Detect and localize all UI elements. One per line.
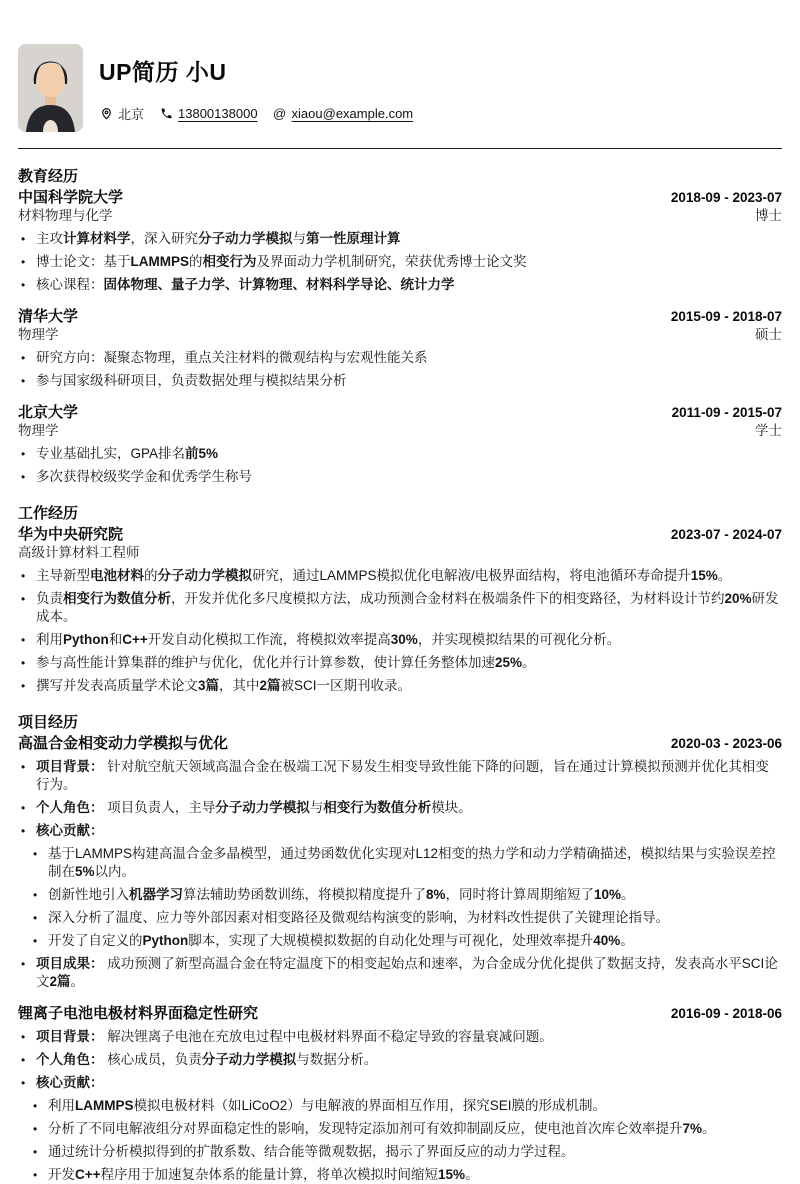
bullet-item xyxy=(18,230,782,248)
bullet-text: 开发了自定义的Python脚本，实现了大规模模拟数据的自动化处理与可视化，处理效率提升40%。 xyxy=(48,933,634,948)
bullet-dot-icon: • xyxy=(21,656,26,670)
phone-icon xyxy=(159,107,173,121)
location-pin-icon xyxy=(99,107,113,121)
bullet-text: 个人角色： 核心成员，负责分子动力学模拟与数据分析。 xyxy=(36,1052,378,1067)
bullet-dot-icon: • xyxy=(21,592,26,606)
bullet-item xyxy=(18,253,782,271)
profile-photo xyxy=(18,44,83,132)
bullet-text: 主攻计算材料学，深入研究分子动力学模拟与第一性原理计算 xyxy=(36,231,401,246)
bullet-text: 负责相变行为数值分析，开发并优化多尺度模拟方法，成功预测合金材料在极端条件下的相变路径，为材料设计节约20%研发成本。 xyxy=(36,591,779,624)
bullet-text: 核心课程：固体物理、量子力学、计算物理、材料科学导论、统计力学 xyxy=(36,277,455,292)
at-icon: @ xyxy=(272,106,287,121)
bullet-text: 核心贡献： xyxy=(36,1075,104,1090)
bullet-dot-icon: • xyxy=(21,1053,26,1067)
resume-entry xyxy=(18,403,782,486)
sub-bullet-wrap xyxy=(18,840,782,950)
bullet-dot-icon: • xyxy=(21,679,26,693)
sub-bullet-item xyxy=(30,932,782,950)
bullet-text: 项目成果： 成功预测了新型高温合金在特定温度下的相变起始点和速率，为合金成分优化提供了数据支持，发表高水平SCI论文2篇。 xyxy=(36,956,778,989)
entry-degree: 学士 xyxy=(755,423,782,438)
resume-entry xyxy=(18,188,782,294)
bullet-dot-icon: • xyxy=(21,760,26,774)
entry-degree: 博士 xyxy=(755,208,782,223)
entry-date: 2015-09 - 2018-07 xyxy=(670,309,782,324)
bullet-dot-icon: • xyxy=(33,1168,38,1182)
entry-title: 北京大学 xyxy=(18,404,79,421)
bullet-item xyxy=(18,445,782,463)
bullet-dot-icon: • xyxy=(21,1076,26,1090)
bullet-dot-icon: • xyxy=(21,374,26,388)
section-title: 工作经历 xyxy=(18,505,79,522)
bullet-item xyxy=(18,590,782,626)
bullet-item xyxy=(18,654,782,672)
sub-bullet-item xyxy=(30,1166,782,1184)
entry-subtitle: 物理学 xyxy=(18,423,59,438)
bullet-text: 开发C++程序用于加速复杂体系的能量计算，将单次模拟时间缩短15%。 xyxy=(48,1167,479,1182)
bullet-item xyxy=(18,955,782,991)
bullet-dot-icon: • xyxy=(21,232,26,246)
entry-subtitle: 物理学 xyxy=(18,327,59,342)
bullet-dot-icon: • xyxy=(33,1099,38,1113)
sub-bullet-item xyxy=(30,845,782,881)
resume-sections xyxy=(18,167,782,1184)
bullet-dot-icon: • xyxy=(33,1145,38,1159)
bullet-text: 主导新型电池材料的分子动力学模拟研究，通过LAMMPS模拟优化电解液/电极界面结构，将电池循环寿命提升15%。 xyxy=(36,568,732,583)
bullet-item xyxy=(18,1051,782,1069)
bullet-list xyxy=(18,445,782,486)
entry-title: 华为中央研究院 xyxy=(18,526,124,543)
bullet-item xyxy=(18,567,782,585)
bullet-item xyxy=(18,822,782,840)
sub-bullet-item xyxy=(30,1120,782,1138)
entry-title: 锂离子电池电极材料界面稳定性研究 xyxy=(18,1005,259,1022)
bullet-text: 创新性地引入机器学习算法辅助势函数训练，将模拟精度提升了8%，同时将计算周期缩短了10%。 xyxy=(48,887,635,902)
bullet-dot-icon: • xyxy=(33,888,38,902)
entry-header xyxy=(18,403,782,422)
bullet-item xyxy=(18,349,782,367)
bullet-text: 分析了不同电解液组分对界面稳定性的影响，发现特定添加剂可有效抑制副反应，使电池首次库仑效率提升7%。 xyxy=(48,1121,716,1136)
bullet-dot-icon: • xyxy=(21,801,26,815)
resume-section xyxy=(18,167,782,486)
sub-bullet-list xyxy=(30,1092,782,1184)
bullet-text: 基于LAMMPS构建高温合金多晶模型，通过势函数优化实现对L12相变的热力学和动力学精确描述，模拟结果与实验误差控制在5%以内。 xyxy=(48,846,776,879)
resume-header xyxy=(18,44,782,132)
bullet-text: 参与高性能计算集群的维护与优化，优化并行计算参数，使计算任务整体加速25%。 xyxy=(36,655,536,670)
sub-bullet-list xyxy=(30,840,782,950)
bullet-item xyxy=(18,677,782,695)
bullet-item xyxy=(18,372,782,390)
entry-subtitle: 高级计算材料工程师 xyxy=(18,545,140,560)
candidate-name: UP简历 小U xyxy=(99,59,227,85)
bullet-text: 多次获得校级奖学金和优秀学生称号 xyxy=(36,469,252,484)
entry-subrow xyxy=(18,326,782,344)
bullet-dot-icon: • xyxy=(21,824,26,838)
bullet-text: 个人角色： 项目负责人，主导分子动力学模拟与相变行为数值分析模块。 xyxy=(36,800,472,815)
bullet-list xyxy=(18,1028,782,1184)
bullet-text: 项目背景： 解决锂离子电池在充放电过程中电极材料界面不稳定导致的容量衰减问题。 xyxy=(36,1029,553,1044)
bullet-list xyxy=(18,758,782,991)
bullet-dot-icon: • xyxy=(33,847,38,861)
bullet-item xyxy=(18,276,782,294)
bullet-text: 通过统计分析模拟得到的扩散系数、结合能等微观数据，揭示了界面反应的动力学过程。 xyxy=(48,1144,575,1159)
bullet-list xyxy=(18,349,782,390)
bullet-dot-icon: • xyxy=(21,447,26,461)
entry-title: 高温合金相变动力学模拟与优化 xyxy=(18,735,229,752)
bullet-dot-icon: • xyxy=(33,1122,38,1136)
bullet-item xyxy=(18,468,782,486)
bullet-text: 深入分析了温度、应力等外部因素对相变路径及微观结构演变的影响，为材料改性提供了关键理论指导。 xyxy=(48,910,669,925)
entry-subrow xyxy=(18,422,782,440)
bullet-text: 利用LAMMPS模拟电极材料（如LiCoO2）与电解液的界面相互作用，探究SEI膜的形成机制。 xyxy=(48,1098,607,1113)
bullet-text: 项目背景： 针对航空航天领域高温合金在极端工况下易发生相变导致性能下降的问题，旨在通过计算模拟预测并优化其相变行为。 xyxy=(36,759,769,792)
sub-bullet-item xyxy=(30,909,782,927)
resume-section xyxy=(18,504,782,695)
resume-entry xyxy=(18,1004,782,1184)
profile-photo-illustration xyxy=(18,44,83,132)
bullet-text: 博士论文：基于LAMMPS的相变行为及界面动力学机制研究，荣获优秀博士论文奖 xyxy=(36,254,527,269)
phone-link[interactable]: 13800138000 xyxy=(178,106,258,121)
resume-entry xyxy=(18,307,782,390)
bullet-text: 核心贡献： xyxy=(36,823,104,838)
bullet-text: 参与国家级科研项目，负责数据处理与模拟结果分析 xyxy=(36,373,347,388)
bullet-item xyxy=(18,1074,782,1092)
bullet-dot-icon: • xyxy=(21,569,26,583)
bullet-text: 利用Python和C++开发自动化模拟工作流，将模拟效率提高30%，并实现模拟结果的可视化分析。 xyxy=(36,632,621,647)
bullet-item xyxy=(18,631,782,649)
resume-section xyxy=(18,713,782,1184)
bullet-text: 撰写并发表高质量学术论文3篇，其中2篇被SCI一区期刊收录。 xyxy=(36,678,412,693)
entry-header xyxy=(18,525,782,544)
contact-email xyxy=(273,106,414,121)
header-divider xyxy=(18,148,782,149)
entry-title: 清华大学 xyxy=(18,308,79,325)
bullet-item xyxy=(18,1028,782,1046)
entry-header xyxy=(18,188,782,207)
entry-subrow xyxy=(18,207,782,225)
entry-subtitle: 材料物理与化学 xyxy=(18,208,113,223)
resume-entry xyxy=(18,525,782,695)
entry-date: 2020-03 - 2023-06 xyxy=(670,736,782,751)
bullet-text: 专业基础扎实，GPA排名前5% xyxy=(36,446,219,461)
entry-header xyxy=(18,1004,782,1023)
bullet-dot-icon: • xyxy=(21,351,26,365)
bullet-dot-icon: • xyxy=(33,911,38,925)
contact-phone xyxy=(159,106,258,121)
sub-bullet-item xyxy=(30,886,782,904)
entry-date: 2023-07 - 2024-07 xyxy=(670,527,782,542)
bullet-dot-icon: • xyxy=(21,633,26,647)
sub-bullet-item xyxy=(30,1143,782,1161)
header-info xyxy=(99,44,413,123)
entry-date: 2011-09 - 2015-07 xyxy=(671,405,782,420)
bullet-text: 研究方向：凝聚态物理，重点关注材料的微观结构与宏观性能关系 xyxy=(36,350,428,365)
contact-row xyxy=(99,104,413,123)
entry-date: 2016-09 - 2018-06 xyxy=(670,1006,782,1021)
entry-date: 2018-09 - 2023-07 xyxy=(670,190,782,205)
bullet-dot-icon: • xyxy=(33,934,38,948)
contact-location xyxy=(99,104,144,123)
bullet-item xyxy=(18,758,782,794)
entry-header xyxy=(18,307,782,326)
resume-entry xyxy=(18,734,782,991)
bullet-item xyxy=(18,799,782,817)
section-title: 教育经历 xyxy=(18,168,79,185)
entry-subrow xyxy=(18,544,782,562)
entry-degree: 硕士 xyxy=(755,327,782,342)
section-title: 项目经历 xyxy=(18,714,79,731)
entry-header xyxy=(18,734,782,753)
sub-bullet-item xyxy=(30,1097,782,1115)
entry-title: 中国科学院大学 xyxy=(18,189,124,206)
bullet-dot-icon: • xyxy=(21,278,26,292)
bullet-list xyxy=(18,230,782,294)
bullet-list xyxy=(18,567,782,695)
sub-bullet-wrap xyxy=(18,1092,782,1184)
bullet-dot-icon: • xyxy=(21,1030,26,1044)
email-link[interactable]: xiaou@example.com xyxy=(291,106,414,121)
location-text: 北京 xyxy=(118,107,145,122)
bullet-dot-icon: • xyxy=(21,957,26,971)
bullet-dot-icon: • xyxy=(21,255,26,269)
bullet-dot-icon: • xyxy=(21,470,26,484)
